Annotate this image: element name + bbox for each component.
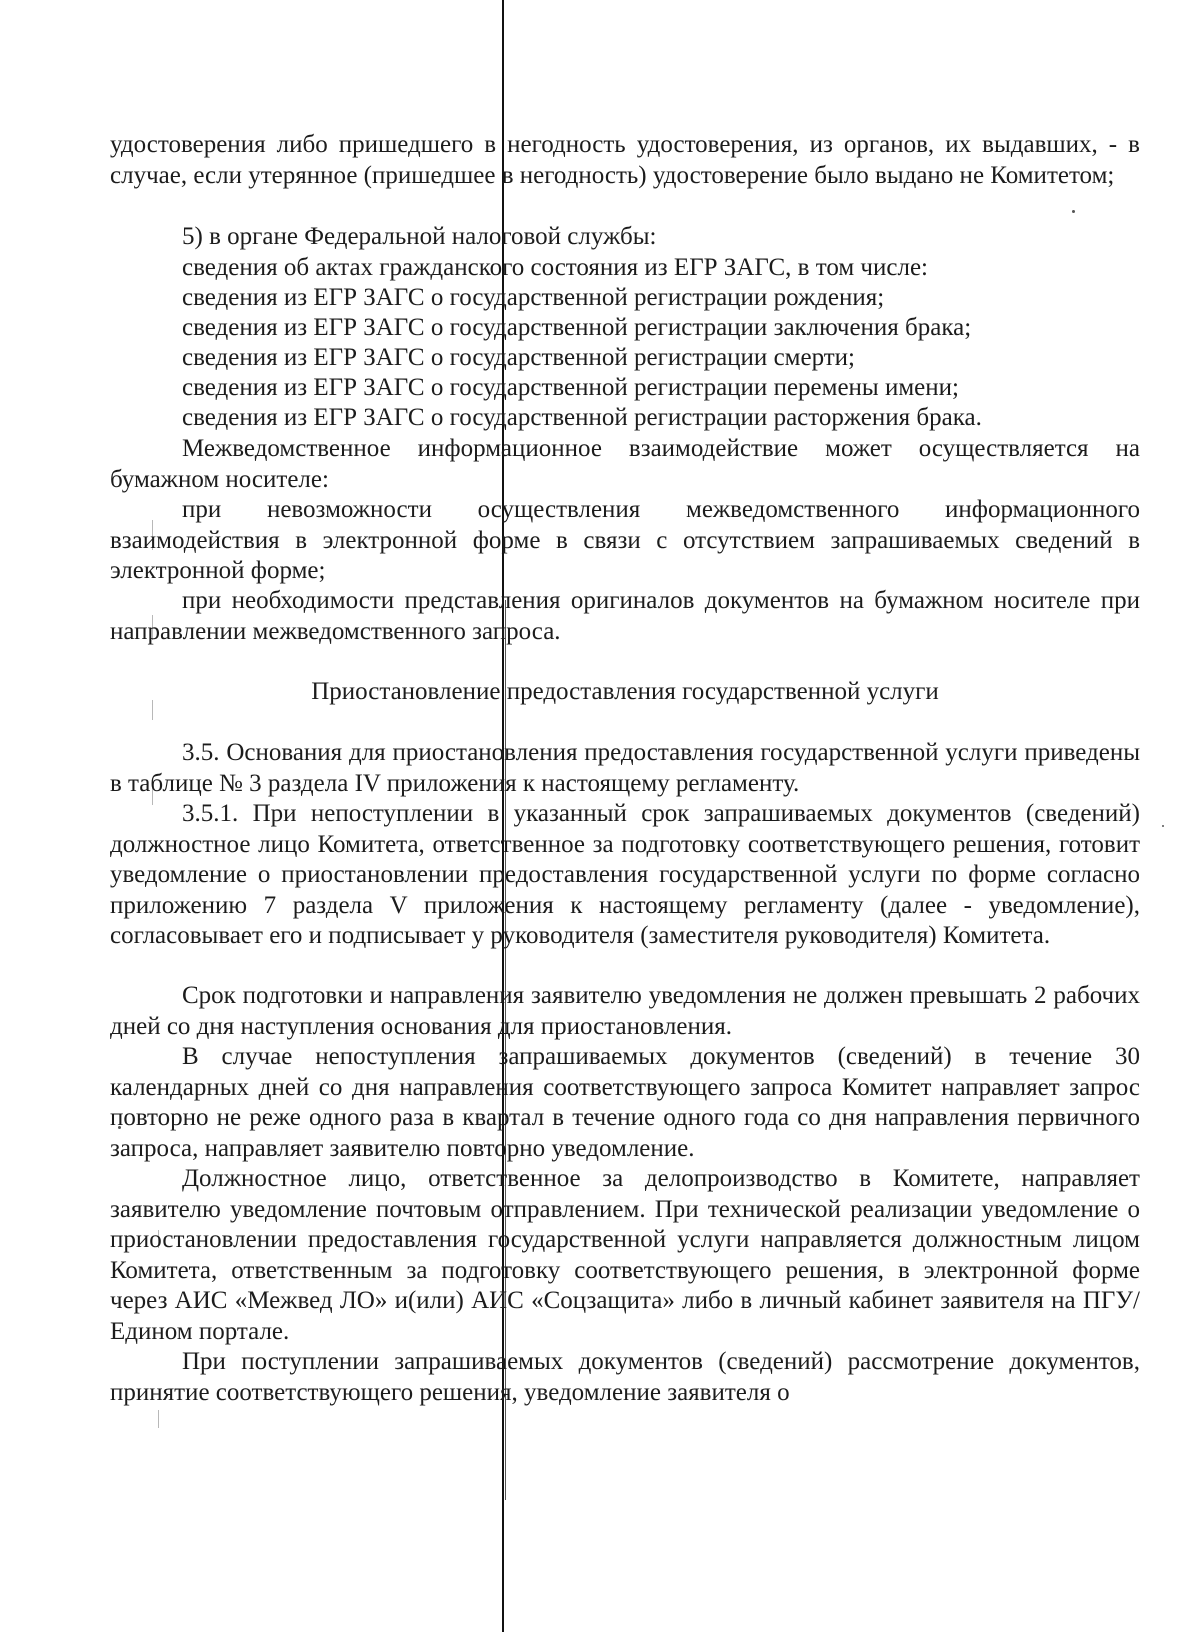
list-item-fns: 5) в органе Федеральной налоговой службы: <box>182 223 657 250</box>
list-item-zags: сведения об актах гражданского состояния из ЕГР ЗАГС, в том числе: <box>182 254 928 281</box>
paragraph-impossibility: при невозможности осуществления межведомственного информационного взаимодействия в электронной форме в связи с отсутствием запрашиваемых сведений в электронной форме; <box>110 496 1140 584</box>
scan-speck <box>1162 825 1164 827</box>
paragraph-repeat-request: В случае непоступления запрашиваемых документов (сведений) в течение 30 календарных дней со дня направления соответствующего запроса Комитет направляет запрос повторно не реже одного раза в квартал в течение одного года со дня направления первичного запроса, направляет заявителю повторно уведомление. <box>110 1043 1140 1162</box>
paragraph-originals: при необходимости представления оригиналов документов на бумажном носителе при направлении межведомственного запроса. <box>110 587 1140 645</box>
list-item-divorce: сведения из ЕГР ЗАГС о государственной регистрации расторжения брака. <box>182 404 982 431</box>
list-item-name-change: сведения из ЕГР ЗАГС о государственной регистрации перемены имени; <box>182 374 959 401</box>
scan-speck <box>1072 210 1075 213</box>
paragraph-3-5-1: 3.5.1. При непоступлении в указанный срок запрашиваемых документов (сведений) должностное лицо Комитета, ответственное за подготовку соответствующего решения, готовит уведомление о приостановлении предоставления государственной услуги по форме согласно приложению 7 раздела V приложения к настоящему регламенту (далее - уведомление), согласовывает его и подписывает у руководителя (заместителя руководителя) Комитета. <box>110 800 1140 949</box>
list-item-death: сведения из ЕГР ЗАГС о государственной регистрации смерти; <box>182 344 855 371</box>
paragraph-official: Должностное лицо, ответственное за делопроизводство в Комитете, направляет заявителю уведомление почтовым отправлением. При технической реализации уведомление о приостановлении предоставления государственной услуги направляется должностным лицом Комитета, ответственным за подготовку соответствующего решения, в электронной форме через АИС «Межвед ЛО» и(или) АИС «Соцзащита» либо в личный кабинет заявителя на ПГУ/Едином портале. <box>110 1165 1140 1345</box>
paragraph-interagency-paper: Межведомственное информационное взаимодействие может осуществляется на бумажном носителе: <box>110 435 1140 493</box>
list-item-birth: сведения из ЕГР ЗАГС о государственной регистрации рождения; <box>182 284 885 311</box>
margin-mark <box>158 1410 159 1428</box>
paragraph-3-5: 3.5. Основания для приостановления предоставления государственной услуги приведены в таблице № 3 раздела IV приложения к настоящему регламенту. <box>110 739 1140 797</box>
list-item-marriage: сведения из ЕГР ЗАГС о государственной регистрации заключения брака; <box>182 314 972 341</box>
paragraph-continuation: удостоверения либо пришедшего в негодность удостоверения, из органов, их выдавших, - в случае, если утерянное (пришедшее в негодность) удостоверение было выдано не Комитетом; <box>110 131 1140 189</box>
paragraph-deadline: Срок подготовки и направления заявителю уведомления не должен превышать 2 рабочих дней со дня наступления основания для приостановления. <box>110 982 1140 1040</box>
paragraph-receipt: При поступлении запрашиваемых документов (сведений) рассмотрение документов, принятие соответствующего решения, уведомление заявителя о <box>110 1348 1140 1406</box>
section-heading: Приостановление предоставления государственной услуги <box>311 678 939 705</box>
